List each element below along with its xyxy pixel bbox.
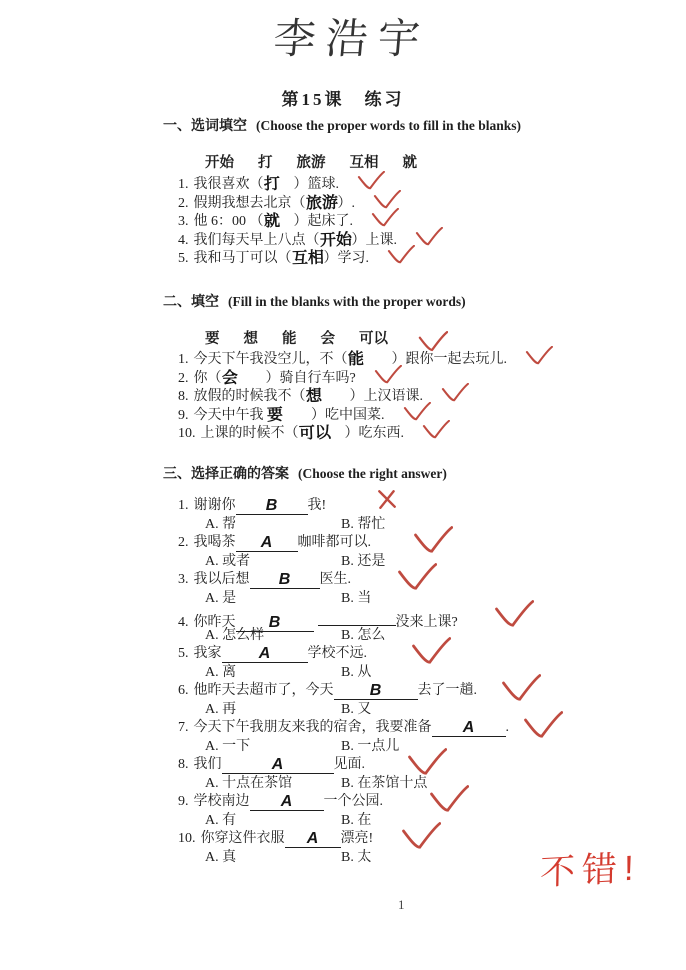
question-line <box>178 534 663 553</box>
question-text-post: 医生. <box>319 572 351 587</box>
item-number: 9. <box>178 407 189 423</box>
item-text-post: ）上汉语课. <box>321 389 424 404</box>
item-text-post: ）吃中国菜. <box>283 407 385 423</box>
item-text-post: ）骑自行车吗? <box>237 370 356 386</box>
grade-mark <box>441 383 469 409</box>
question-text-pre: 我们 <box>193 757 222 772</box>
question-text-pre: 今天下午我朋友来我的宿舍，我要准备 <box>193 720 432 735</box>
check-icon <box>501 674 541 702</box>
word-bank-word: 会 <box>320 331 335 347</box>
answer-blank <box>250 571 320 589</box>
check-icon <box>374 365 402 384</box>
item-text-pre: 上课的时候不（ <box>200 426 299 441</box>
item-text-pre: 我和马丁可以（ <box>193 251 292 266</box>
word-bank-word: 能 <box>282 331 297 347</box>
fill-item <box>178 232 663 251</box>
option-b: B. 怎么 <box>341 627 386 643</box>
section3-heading <box>163 464 663 485</box>
handwritten-answer: 开始 <box>319 230 352 250</box>
option-a: A. 十点在茶馆 <box>205 775 293 791</box>
mc-question <box>178 571 663 608</box>
handwritten-answer: 可以 <box>298 424 331 443</box>
option-a: A. 再 <box>205 701 237 717</box>
question-line <box>178 682 663 701</box>
item-text-pre: 我们每天早上八点（ <box>193 232 320 248</box>
student-name-handwriting: 李浩宇 <box>271 15 432 62</box>
teacher-comment-handwriting: 不错! <box>539 848 641 893</box>
item-number: 4. <box>178 615 189 630</box>
check-icon <box>429 785 469 813</box>
handwritten-answer: 打 <box>263 175 280 194</box>
item-text-pre: 今天中午我 <box>193 407 267 423</box>
fill-item <box>178 407 663 426</box>
handwritten-letter: B <box>265 497 278 514</box>
question-line <box>178 571 663 590</box>
item-text-post: ）上课. <box>351 232 398 248</box>
check-icon <box>371 208 399 227</box>
item-text-pre: 我很喜欢（ <box>193 177 264 192</box>
options-line <box>205 701 663 720</box>
check-icon <box>441 383 469 402</box>
question-text-pre: 我以后想 <box>193 572 250 587</box>
grade-mark <box>525 346 553 372</box>
fill-item <box>178 176 663 195</box>
option-a: A. 或者 <box>205 553 251 569</box>
item-number: 4. <box>178 232 189 248</box>
check-icon <box>418 331 448 352</box>
question-line <box>178 756 663 775</box>
check-icon <box>403 402 431 421</box>
section2-heading-en: (Fill in the blanks with the proper words) <box>228 294 466 309</box>
question-text-pre: 你穿这件衣服 <box>200 831 285 846</box>
answer-blank-segment <box>318 608 396 626</box>
section3-heading-zh: 三、选择正确的答案 <box>163 467 289 482</box>
handwritten-letter: B <box>268 614 281 631</box>
option-b: B. 从 <box>341 664 372 680</box>
question-text-pre: 你昨天 <box>193 615 236 630</box>
check-icon <box>523 711 563 739</box>
section3-items <box>178 497 663 867</box>
item-text-post: ）学习. <box>323 251 370 266</box>
handwritten-letter: B <box>278 571 291 588</box>
item-number: 9. <box>178 794 189 809</box>
question-line <box>178 719 663 738</box>
question-text-post: 我! <box>307 498 327 513</box>
question-text-pre: 我家 <box>193 646 222 661</box>
handwritten-letter: A <box>271 756 284 773</box>
check-icon <box>401 822 441 850</box>
item-number: 5. <box>178 646 189 661</box>
handwritten-answer: 要 <box>266 406 284 424</box>
item-number: 2. <box>178 195 189 211</box>
option-b: B. 在 <box>341 812 372 828</box>
fill-item <box>178 370 663 389</box>
item-number: 1. <box>178 177 189 192</box>
item-text-post: ）起床了. <box>279 214 354 229</box>
handwritten-letter: A <box>280 793 293 810</box>
grade-mark <box>422 420 450 446</box>
check-icon <box>413 526 453 554</box>
answer-blank <box>236 534 298 552</box>
check-icon <box>407 748 447 776</box>
section1-heading-en: (Choose the proper words to fill in the blanks) <box>256 118 522 133</box>
option-b: B. 帮忙 <box>341 516 386 532</box>
handwritten-letter: A <box>258 645 271 662</box>
item-number: 2. <box>178 370 189 386</box>
answer-blank <box>222 645 308 663</box>
grade-mark <box>376 489 398 516</box>
handwritten-answer: 能 <box>347 350 364 369</box>
section1-heading <box>163 116 663 137</box>
item-number: 3. <box>178 572 189 587</box>
handwritten-letter: A <box>306 830 319 847</box>
option-a: A. 有 <box>205 812 237 828</box>
word-bank-word: 可以 <box>359 331 388 347</box>
question-line <box>178 793 663 812</box>
handwritten-answer: 旅游 <box>305 193 338 213</box>
question-text-post: 去了一趟. <box>417 683 477 698</box>
section2-heading <box>163 292 663 313</box>
item-number: 10. <box>178 426 196 441</box>
grade-mark <box>415 227 443 253</box>
fill-item <box>178 195 663 214</box>
handwritten-answer: 就 <box>263 212 280 231</box>
word-bank-word: 要 <box>205 331 220 347</box>
word-bank-word: 就 <box>402 155 417 171</box>
answer-blank <box>334 682 418 700</box>
question-text-post: 见面. <box>333 757 365 772</box>
section1-word-bank <box>205 153 663 173</box>
option-b: B. 在茶馆十点 <box>341 775 428 791</box>
check-icon <box>422 420 450 439</box>
grade-mark <box>374 365 402 391</box>
question-text-pre: 他昨天去超市了，今天 <box>193 683 334 698</box>
fill-item <box>178 351 663 370</box>
option-b: B. 又 <box>341 701 372 717</box>
option-a: A. 离 <box>205 664 237 680</box>
question-line <box>178 608 663 631</box>
page-number: 1 <box>398 897 405 912</box>
grade-mark <box>387 245 415 271</box>
option-a: A. 怎么样 <box>205 627 265 643</box>
item-text-pre: 假期我想去北京（ <box>193 195 306 211</box>
handwritten-letter: B <box>369 682 382 699</box>
option-a: A. 真 <box>205 849 237 865</box>
word-bank-word: 互相 <box>349 155 379 171</box>
answer-blank <box>432 719 506 737</box>
check-icon <box>411 637 451 665</box>
answer-blank <box>222 756 334 774</box>
word-bank-word: 想 <box>243 331 258 347</box>
item-text-post: ）吃东西. <box>330 426 405 441</box>
question-line <box>178 497 663 516</box>
item-text-pre: 放假的时候我不（ <box>193 389 306 404</box>
question-text-post: 漂亮! <box>340 831 374 846</box>
section3-heading-en: (Choose the right answer) <box>298 466 447 481</box>
item-text-post: ）跟你一起去玩儿. <box>363 352 508 367</box>
x-icon <box>376 489 398 509</box>
question-text-post: 咖啡都可以. <box>297 535 371 550</box>
word-bank-word: 开始 <box>205 155 234 171</box>
item-number: 10. <box>178 831 196 846</box>
answer-blank <box>236 497 308 515</box>
answer-blank <box>250 793 324 811</box>
section2-word-bank <box>205 329 663 349</box>
question-text-post: 没来上课? <box>395 615 458 630</box>
question-text-post: 学校不远. <box>307 646 367 661</box>
section2-heading-zh: 二、填空 <box>163 295 219 310</box>
grade-mark <box>371 208 399 234</box>
word-bank-word: 打 <box>258 155 273 171</box>
item-text-pre: 他 6：00 （ <box>193 214 264 229</box>
handwritten-answer: 想 <box>305 387 322 406</box>
question-line <box>178 645 663 664</box>
item-text-pre: 你（ <box>193 370 222 386</box>
check-icon <box>357 171 385 190</box>
check-icon <box>373 190 401 209</box>
option-b: B. 还是 <box>341 553 386 569</box>
check-icon <box>397 563 437 591</box>
question-text-pre: 学校南边 <box>193 794 250 809</box>
mc-question <box>178 645 663 682</box>
item-number: 1. <box>178 352 189 367</box>
item-number: 5. <box>178 251 189 266</box>
mc-question <box>178 756 663 793</box>
handwritten-letter: A <box>260 534 273 551</box>
item-number: 6. <box>178 683 189 698</box>
fill-item <box>178 250 663 269</box>
worksheet-title: 第15课 练习 <box>281 90 405 109</box>
item-number: 8. <box>178 389 189 404</box>
answer-blank <box>285 830 341 848</box>
check-icon <box>415 227 443 246</box>
mc-question <box>178 682 663 719</box>
section-choose-words <box>163 116 663 269</box>
handwritten-letter: A <box>462 719 475 736</box>
check-icon <box>387 245 415 264</box>
option-b: B. 一点儿 <box>341 738 400 754</box>
question-text-post: 一个公园. <box>323 794 383 809</box>
section-multiple-choice <box>163 464 663 867</box>
fill-item <box>178 425 663 444</box>
option-a: A. 帮 <box>205 516 237 532</box>
section1-items <box>178 176 663 269</box>
item-text-post: ）. <box>337 195 356 211</box>
options-line <box>205 590 663 609</box>
item-number: 1. <box>178 498 189 513</box>
item-text-pre: 今天下午我没空儿，不（ <box>193 352 348 367</box>
item-text-post: ）篮球. <box>279 177 340 192</box>
handwritten-answer: 互相 <box>291 249 324 268</box>
option-b: B. 当 <box>341 590 372 606</box>
option-a: A. 是 <box>205 590 237 606</box>
section-fill-blanks <box>163 292 663 444</box>
item-number: 3. <box>178 214 189 229</box>
question-text-pre: 谢谢你 <box>193 498 236 513</box>
option-b: B. 太 <box>341 849 372 865</box>
question-text-post: . <box>505 720 509 735</box>
word-bank-word: 旅游 <box>296 155 326 171</box>
item-number: 8. <box>178 757 189 772</box>
section1-heading-zh: 一、选词填空 <box>163 119 247 134</box>
option-a: A. 一下 <box>205 738 251 754</box>
check-icon <box>525 346 553 365</box>
options-line <box>205 664 663 683</box>
handwritten-answer: 会 <box>221 369 238 387</box>
item-number: 2. <box>178 535 189 550</box>
section2-items <box>178 351 663 444</box>
question-text-pre: 我喝茶 <box>193 535 236 550</box>
check-icon <box>494 600 534 628</box>
item-number: 7. <box>178 720 189 735</box>
